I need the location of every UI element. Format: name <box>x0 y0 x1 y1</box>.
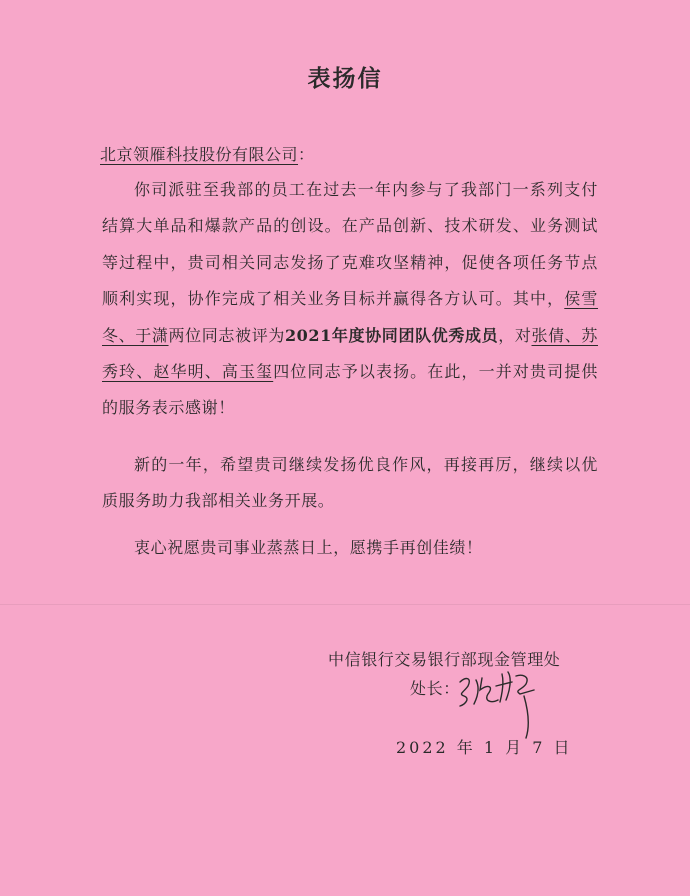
p1-text-b: 两位同志被评为 <box>168 325 285 345</box>
recipient-company: 北京领雁科技股份有限公司 <box>100 145 299 164</box>
department-head-label: 处长： <box>410 679 460 698</box>
p1-text-c: ，对 <box>498 325 532 345</box>
issuing-organization: 中信银行交易银行部现金管理处 <box>328 650 561 669</box>
award-title: 2021年度协同团队优秀成员 <box>284 325 499 345</box>
handwritten-signature <box>450 660 570 740</box>
p1-text-a: 你司派驻至我部的员工在过去一年内参与了我部门一系列支付结算大单品和爆款产品的创设。在产品创新、技术研发、业务测试等过程中，贵司相关同志发扬了克难攻坚精神，促使各项任务节点顺利实现，协作完成了相关业务目标并赢得各方认可。其中， <box>102 180 598 309</box>
honored-names-1: 侯雪冬、于潇 <box>102 289 599 345</box>
body-paragraph-2: 新的一年，希望贵司继续发扬优良作风，再接再厉，继续以优质服务助力我部相关业务开展。 <box>102 455 598 511</box>
letter-title: 表扬信 <box>307 66 383 92</box>
honored-names-2: 张倩、苏秀玲、赵华明、高玉玺 <box>102 325 598 382</box>
salutation-colon: ： <box>298 145 315 164</box>
paper-fold-line <box>0 604 690 605</box>
p1-text-d: 四位同志予以表扬。在此，一并对贵司提供的服务表示感谢！ <box>102 362 598 418</box>
body-paragraph-1 <box>102 172 598 427</box>
salutation <box>100 142 315 165</box>
letter-date: 2022 年 1 月 7 日 <box>396 738 573 757</box>
body-paragraph-3: 衷心祝愿贵司事业蒸蒸日上，愿携手再创佳绩！ <box>134 538 483 557</box>
